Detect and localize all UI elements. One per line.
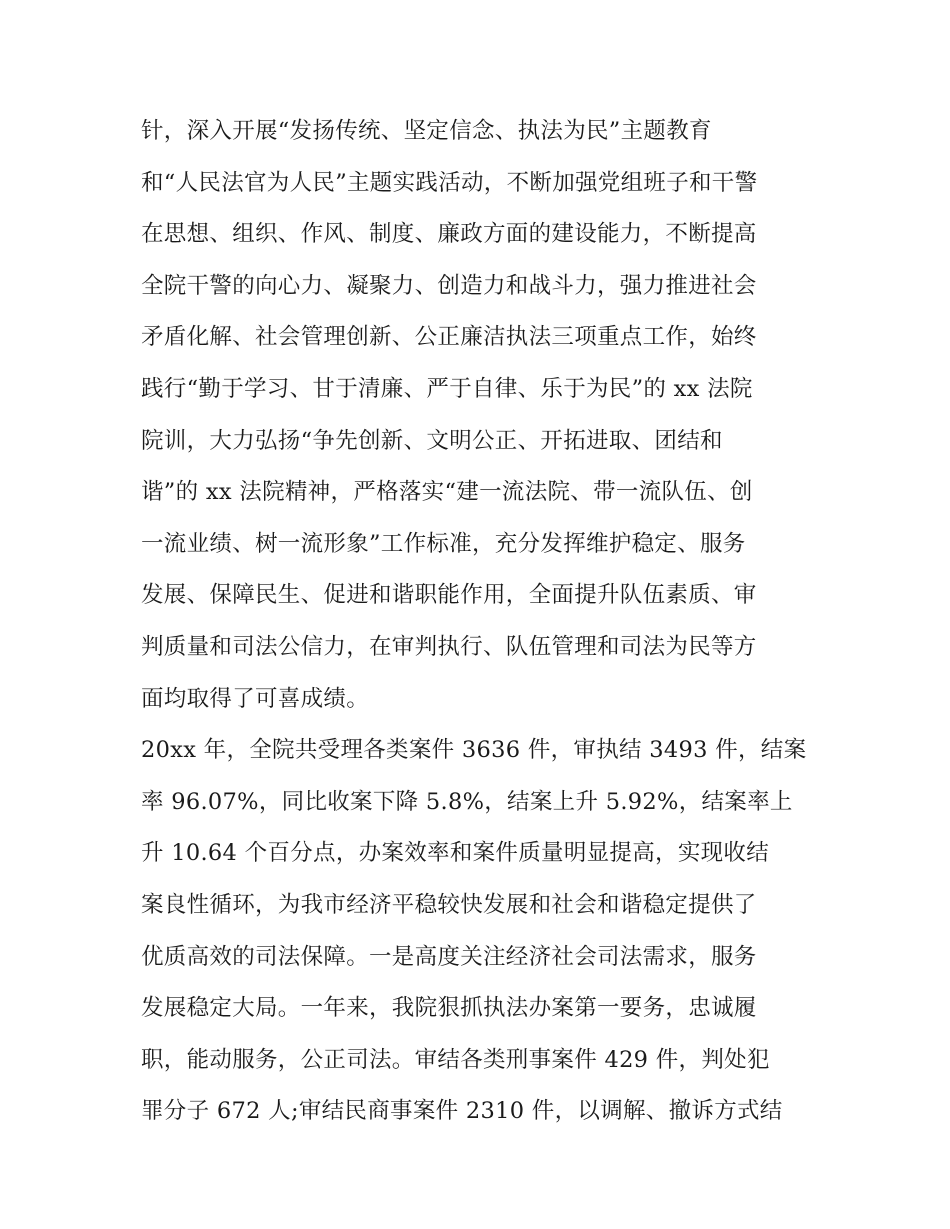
- text-line: 判质量和司法公信力，在审判执行、队伍管理和司法为民等方: [141, 633, 757, 660]
- text-line: 发展、保障民生、促进和谐职能作用，全面提升队伍素质、审: [141, 582, 757, 609]
- text-line: 面均取得了可喜成绩。: [141, 685, 370, 712]
- text-line: 罪分子 672 人;审结民商事案件 2310 件，以调解、撤诉方式结: [141, 1098, 783, 1125]
- text-line: 全院干警的向心力、凝聚力、创造力和战斗力，强力推进社会: [141, 272, 757, 299]
- text-line: 一流业绩、树一流形象”工作标准，充分发挥维护稳定、服务: [141, 530, 746, 557]
- text-line: 20xx 年，全院共受理各类案件 3636 件，审执结 3493 件，结案: [141, 737, 807, 764]
- text-line: 升 10.64 个百分点，办案效率和案件质量明显提高，实现收结: [141, 840, 770, 867]
- text-line: 针，深入开展“发扬传统、坚定信念、执法为民”主题教育: [141, 118, 712, 144]
- text-line: 案良性循环，为我市经济平稳较快发展和社会和谐稳定提供了: [141, 891, 757, 918]
- body-text: [141, 106, 831, 1138]
- text-line: 院训，大力弘扬“争先创新、文明公正、开拓进取、团结和: [141, 427, 723, 454]
- text-line: 践行“勤于学习、甘于清廉、严于自律、乐于为民”的 xx 法院: [141, 375, 753, 402]
- text-line: 在思想、组织、作风、制度、廉政方面的建设能力，不断提高: [141, 221, 757, 248]
- text-line: 发展稳定大局。一年来，我院狠抓执法办案第一要务，忠诚履: [141, 995, 757, 1022]
- text-line: 谐”的 xx 法院精神，严格落实“建一流法院、带一流队伍、创: [141, 479, 753, 506]
- text-line: 矛盾化解、社会管理创新、公正廉洁执法三项重点工作，始终: [141, 324, 757, 351]
- text-line: 率 96.07%，同比收案下降 5.8%，结案上升 5.92%，结案率上: [141, 788, 793, 815]
- text-line: 优质高效的司法保障。一是高度关注经济社会司法需求，服务: [141, 943, 757, 970]
- text-line: 职，能动服务，公正司法。审结各类刑事案件 429 件，判处犯: [141, 1046, 770, 1073]
- text-line: 和“人民法官为人民”主题实践活动，不断加强党组班子和干警: [141, 169, 758, 196]
